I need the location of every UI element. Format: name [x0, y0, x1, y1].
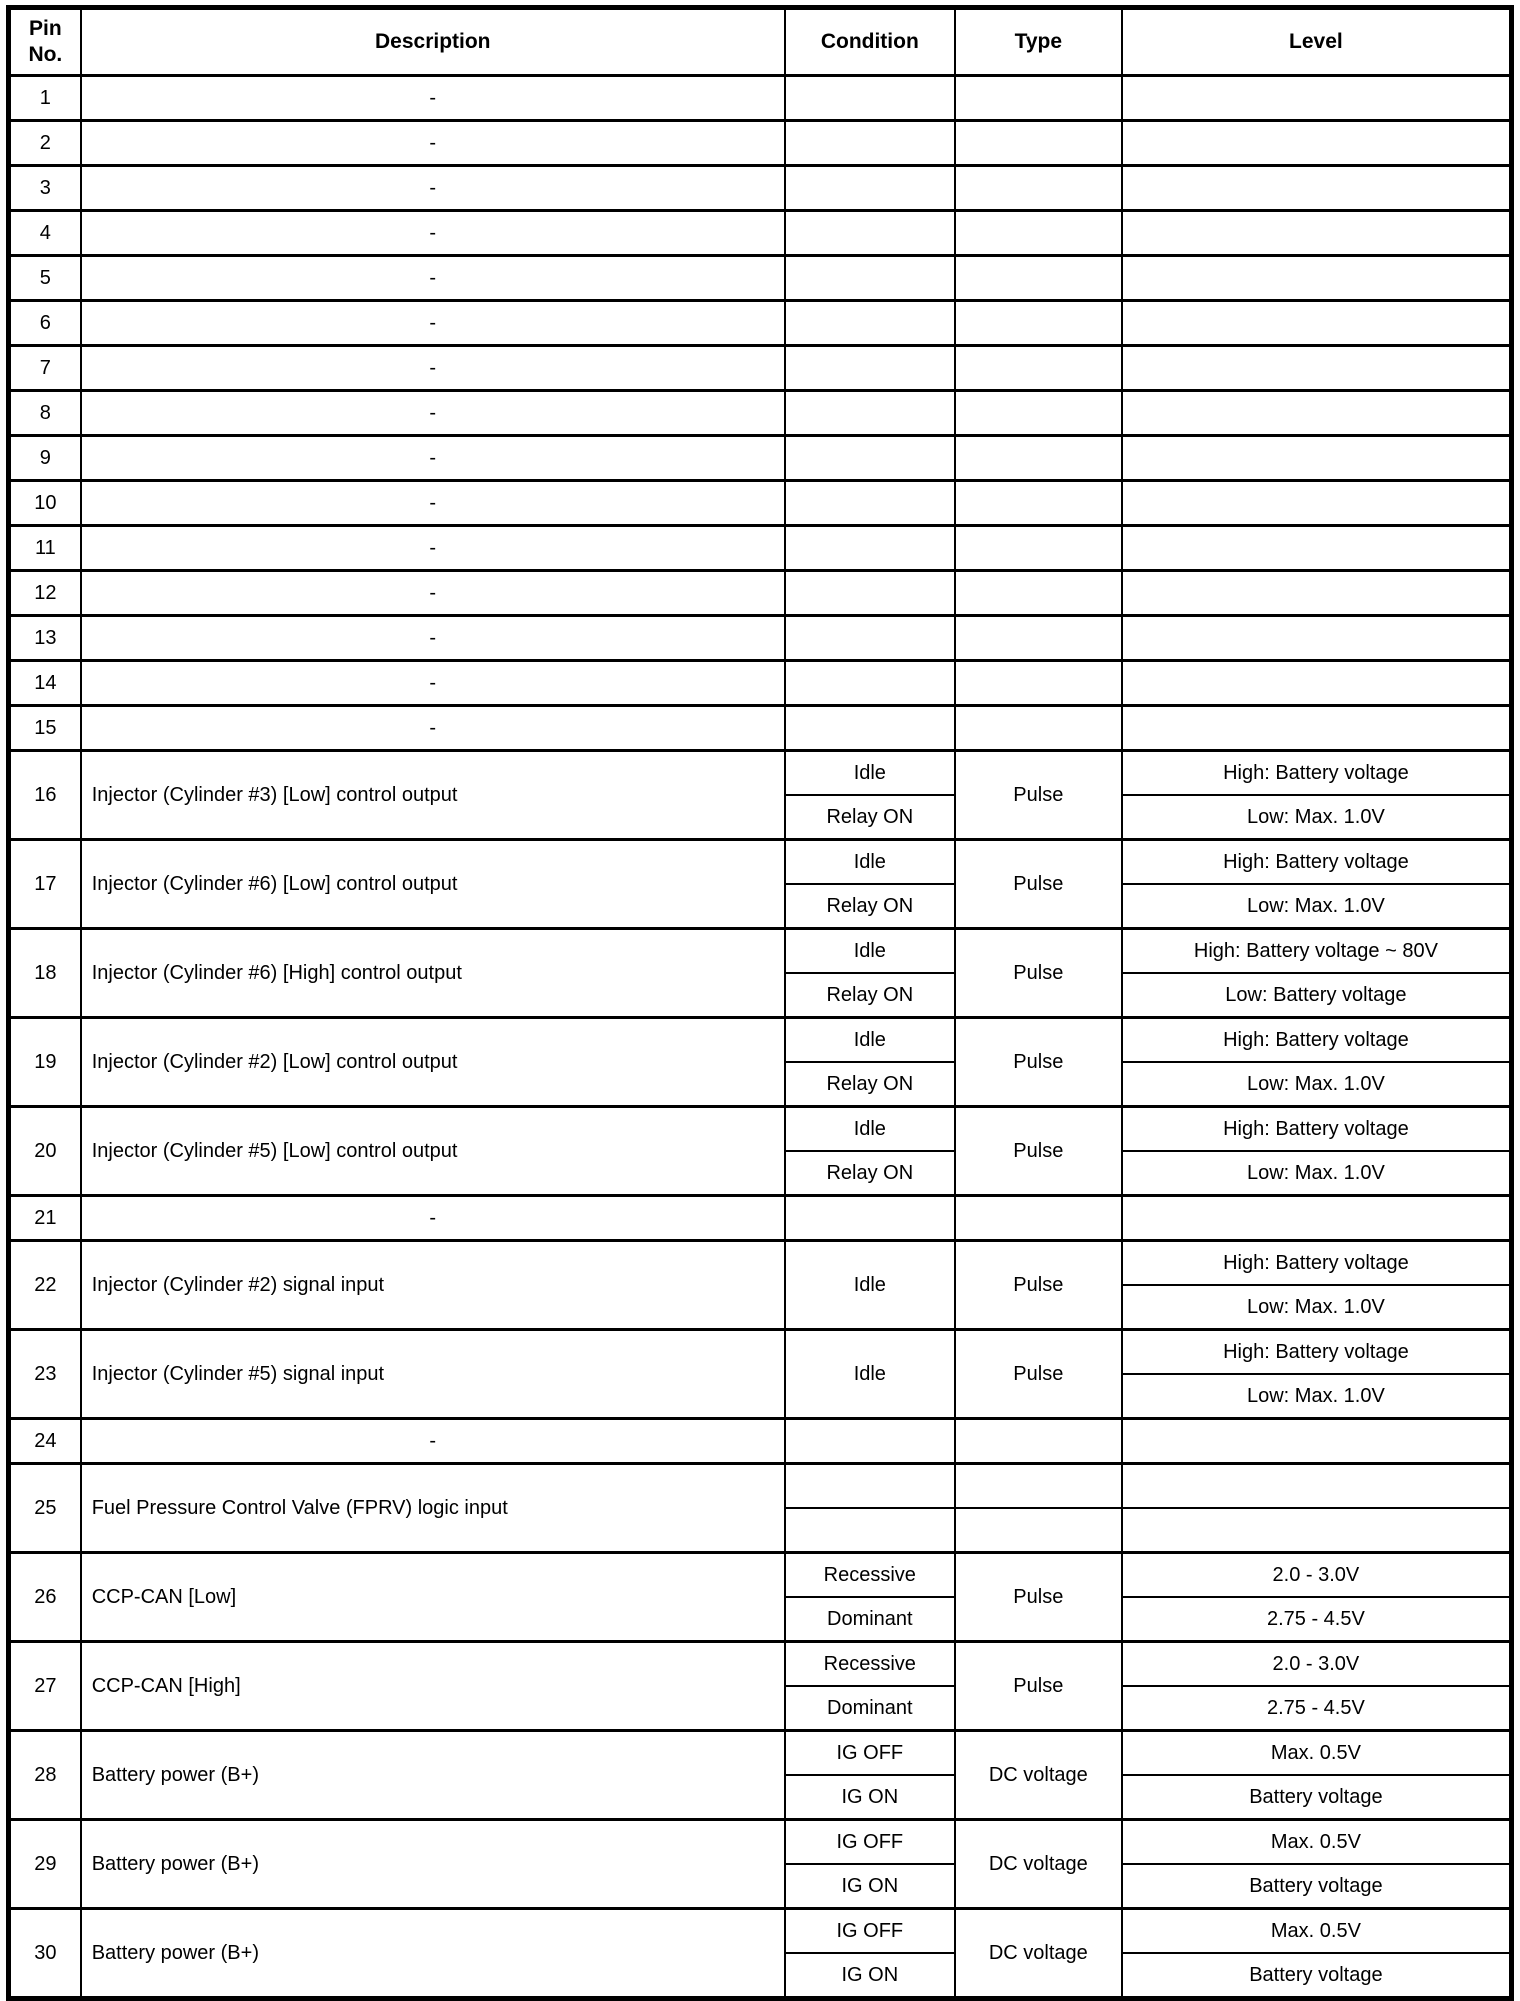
table-row: [9, 76, 1512, 121]
condition-cell: IG OFF: [785, 1909, 955, 1954]
level-cell: 2.75 - 4.5V: [1122, 1686, 1512, 1731]
condition-cell: [785, 391, 955, 436]
pin-cell: 25: [9, 1464, 81, 1553]
description-cell: Injector (Cylinder #2) signal input: [81, 1241, 785, 1330]
level-cell: [1122, 1196, 1512, 1241]
type-cell: [955, 256, 1122, 301]
level-cell: High: Battery voltage: [1122, 840, 1512, 885]
condition-cell: Idle: [785, 751, 955, 796]
condition-cell: [785, 301, 955, 346]
description-cell: Battery power (B+): [81, 1820, 785, 1909]
condition-cell: Idle: [785, 1241, 955, 1330]
pin-cell: 30: [9, 1909, 81, 1999]
table-row: [9, 1642, 1512, 1687]
condition-cell: [785, 1464, 955, 1509]
type-cell: [955, 571, 1122, 616]
condition-cell: Recessive: [785, 1553, 955, 1598]
level-cell: High: Battery voltage: [1122, 1018, 1512, 1063]
pin-cell: 28: [9, 1731, 81, 1820]
type-cell: [955, 481, 1122, 526]
pin-cell: 3: [9, 166, 81, 211]
table-row: [9, 526, 1512, 571]
header-level: Level: [1122, 8, 1512, 76]
table-header: [9, 8, 1512, 76]
condition-cell: [785, 166, 955, 211]
condition-cell: Dominant: [785, 1686, 955, 1731]
table-row: [9, 1107, 1512, 1152]
level-cell: [1122, 661, 1512, 706]
type-cell: Pulse: [955, 1018, 1122, 1107]
condition-cell: Idle: [785, 1018, 955, 1063]
type-cell: [955, 1419, 1122, 1464]
pin-cell: 27: [9, 1642, 81, 1731]
level-cell: 2.0 - 3.0V: [1122, 1642, 1512, 1687]
table-row: [9, 436, 1512, 481]
level-cell: High: Battery voltage: [1122, 1107, 1512, 1152]
table-row: [9, 301, 1512, 346]
header-condition: Condition: [785, 8, 955, 76]
table-row: [9, 661, 1512, 706]
type-cell: [955, 1464, 1122, 1509]
condition-cell: Idle: [785, 840, 955, 885]
description-cell: Battery power (B+): [81, 1909, 785, 1999]
level-cell: High: Battery voltage ~ 80V: [1122, 929, 1512, 974]
table-row: [9, 571, 1512, 616]
type-cell: [955, 166, 1122, 211]
type-cell: [955, 76, 1122, 121]
type-cell: [955, 211, 1122, 256]
condition-cell: [785, 526, 955, 571]
level-cell: Low: Max. 1.0V: [1122, 795, 1512, 840]
condition-cell: [785, 346, 955, 391]
pin-cell: 20: [9, 1107, 81, 1196]
type-cell: [955, 1196, 1122, 1241]
description-cell: -: [81, 706, 785, 751]
level-cell: 2.75 - 4.5V: [1122, 1597, 1512, 1642]
table-row: [9, 1330, 1512, 1375]
description-cell: Battery power (B+): [81, 1731, 785, 1820]
level-cell: [1122, 706, 1512, 751]
level-cell: [1122, 301, 1512, 346]
pin-cell: 17: [9, 840, 81, 929]
condition-cell: Relay ON: [785, 1062, 955, 1107]
pin-cell: 18: [9, 929, 81, 1018]
description-cell: CCP-CAN [Low]: [81, 1553, 785, 1642]
pin-cell: 16: [9, 751, 81, 840]
pin-cell: 5: [9, 256, 81, 301]
condition-cell: [785, 76, 955, 121]
condition-cell: Relay ON: [785, 795, 955, 840]
header-row: [9, 8, 1512, 76]
level-cell: Low: Battery voltage: [1122, 973, 1512, 1018]
pin-cell: 24: [9, 1419, 81, 1464]
type-cell: [955, 661, 1122, 706]
description-cell: -: [81, 166, 785, 211]
level-cell: [1122, 121, 1512, 166]
condition-cell: Idle: [785, 1330, 955, 1419]
table-row: [9, 1241, 1512, 1286]
level-cell: [1122, 481, 1512, 526]
type-cell: [955, 1508, 1122, 1553]
description-cell: -: [81, 661, 785, 706]
condition-cell: [785, 571, 955, 616]
level-cell: Low: Max. 1.0V: [1122, 1062, 1512, 1107]
level-cell: Low: Max. 1.0V: [1122, 1374, 1512, 1419]
condition-cell: Relay ON: [785, 884, 955, 929]
type-cell: DC voltage: [955, 1731, 1122, 1820]
type-cell: [955, 121, 1122, 166]
description-cell: Injector (Cylinder #2) [Low] control output: [81, 1018, 785, 1107]
condition-cell: [785, 661, 955, 706]
condition-cell: [785, 256, 955, 301]
level-cell: [1122, 346, 1512, 391]
level-cell: Battery voltage: [1122, 1953, 1512, 1999]
condition-cell: [785, 1419, 955, 1464]
level-cell: High: Battery voltage: [1122, 1241, 1512, 1286]
type-cell: Pulse: [955, 751, 1122, 840]
level-cell: [1122, 1508, 1512, 1553]
type-cell: Pulse: [955, 1553, 1122, 1642]
condition-cell: [785, 481, 955, 526]
level-cell: [1122, 436, 1512, 481]
description-cell: -: [81, 526, 785, 571]
table-row: [9, 751, 1512, 796]
description-cell: -: [81, 616, 785, 661]
type-cell: Pulse: [955, 840, 1122, 929]
level-cell: 2.0 - 3.0V: [1122, 1553, 1512, 1598]
condition-cell: Dominant: [785, 1597, 955, 1642]
level-cell: Max. 0.5V: [1122, 1820, 1512, 1865]
header-type: Type: [955, 8, 1122, 76]
condition-cell: Idle: [785, 929, 955, 974]
type-cell: Pulse: [955, 1107, 1122, 1196]
level-cell: Battery voltage: [1122, 1864, 1512, 1909]
description-cell: Injector (Cylinder #5) [Low] control output: [81, 1107, 785, 1196]
pin-cell: 23: [9, 1330, 81, 1419]
description-cell: Fuel Pressure Control Valve (FPRV) logic input: [81, 1464, 785, 1553]
type-cell: [955, 706, 1122, 751]
description-cell: -: [81, 436, 785, 481]
pin-cell: 19: [9, 1018, 81, 1107]
pin-cell: 22: [9, 1241, 81, 1330]
type-cell: DC voltage: [955, 1909, 1122, 1999]
description-cell: Injector (Cylinder #3) [Low] control output: [81, 751, 785, 840]
pin-cell: 12: [9, 571, 81, 616]
level-cell: [1122, 571, 1512, 616]
table-row: [9, 616, 1512, 661]
table-row: [9, 256, 1512, 301]
table-row: [9, 1018, 1512, 1063]
level-cell: High: Battery voltage: [1122, 751, 1512, 796]
pin-cell: 9: [9, 436, 81, 481]
level-cell: Battery voltage: [1122, 1775, 1512, 1820]
level-cell: [1122, 256, 1512, 301]
pin-cell: 29: [9, 1820, 81, 1909]
description-cell: -: [81, 301, 785, 346]
type-cell: Pulse: [955, 1642, 1122, 1731]
pin-cell: 1: [9, 76, 81, 121]
description-cell: Injector (Cylinder #5) signal input: [81, 1330, 785, 1419]
level-cell: [1122, 526, 1512, 571]
condition-cell: Idle: [785, 1107, 955, 1152]
description-cell: -: [81, 256, 785, 301]
table-row: [9, 840, 1512, 885]
header-description: Description: [81, 8, 785, 76]
level-cell: Low: Max. 1.0V: [1122, 1285, 1512, 1330]
description-cell: -: [81, 571, 785, 616]
condition-cell: IG ON: [785, 1864, 955, 1909]
pin-cell: 2: [9, 121, 81, 166]
pin-cell: 11: [9, 526, 81, 571]
table-row: [9, 1196, 1512, 1241]
type-cell: [955, 391, 1122, 436]
type-cell: Pulse: [955, 929, 1122, 1018]
condition-cell: Recessive: [785, 1642, 955, 1687]
level-cell: Low: Max. 1.0V: [1122, 1151, 1512, 1196]
description-cell: -: [81, 1419, 785, 1464]
condition-cell: Relay ON: [785, 973, 955, 1018]
level-cell: [1122, 76, 1512, 121]
condition-cell: IG OFF: [785, 1731, 955, 1776]
description-cell: -: [81, 1196, 785, 1241]
condition-cell: IG ON: [785, 1775, 955, 1820]
description-cell: -: [81, 121, 785, 166]
type-cell: [955, 436, 1122, 481]
pin-cell: 7: [9, 346, 81, 391]
condition-cell: [785, 436, 955, 481]
description-cell: CCP-CAN [High]: [81, 1642, 785, 1731]
header-pin-line1: Pin: [29, 16, 62, 40]
level-cell: High: Battery voltage: [1122, 1330, 1512, 1375]
table-row: [9, 1820, 1512, 1865]
condition-cell: [785, 616, 955, 661]
description-cell: Injector (Cylinder #6) [Low] control output: [81, 840, 785, 929]
condition-cell: [785, 706, 955, 751]
table-row: [9, 346, 1512, 391]
level-cell: [1122, 211, 1512, 256]
table-row: [9, 929, 1512, 974]
table-row: [9, 1419, 1512, 1464]
type-cell: Pulse: [955, 1241, 1122, 1330]
description-cell: -: [81, 391, 785, 436]
pin-cell: 10: [9, 481, 81, 526]
table-row: [9, 706, 1512, 751]
pin-cell: 21: [9, 1196, 81, 1241]
pin-cell: 6: [9, 301, 81, 346]
level-cell: Max. 0.5V: [1122, 1731, 1512, 1776]
condition-cell: [785, 211, 955, 256]
pin-cell: 13: [9, 616, 81, 661]
description-cell: -: [81, 211, 785, 256]
table-row: [9, 1553, 1512, 1598]
level-cell: Low: Max. 1.0V: [1122, 884, 1512, 929]
type-cell: [955, 301, 1122, 346]
description-cell: -: [81, 346, 785, 391]
header-pin-line2: No.: [28, 43, 63, 66]
table-row: [9, 481, 1512, 526]
header-pin-no: [9, 8, 81, 76]
type-cell: [955, 346, 1122, 391]
type-cell: Pulse: [955, 1330, 1122, 1419]
level-cell: [1122, 391, 1512, 436]
type-cell: [955, 616, 1122, 661]
pin-cell: 14: [9, 661, 81, 706]
pin-cell: 4: [9, 211, 81, 256]
type-cell: DC voltage: [955, 1820, 1122, 1909]
pinout-table: [6, 5, 1514, 2001]
level-cell: [1122, 616, 1512, 661]
description-cell: -: [81, 481, 785, 526]
table-row: [9, 1464, 1512, 1509]
condition-cell: [785, 121, 955, 166]
condition-cell: Relay ON: [785, 1151, 955, 1196]
condition-cell: IG ON: [785, 1953, 955, 1999]
type-cell: [955, 526, 1122, 571]
pin-cell: 8: [9, 391, 81, 436]
pin-cell: 15: [9, 706, 81, 751]
level-cell: Max. 0.5V: [1122, 1909, 1512, 1954]
condition-cell: IG OFF: [785, 1820, 955, 1865]
level-cell: [1122, 1464, 1512, 1509]
table-row: [9, 391, 1512, 436]
description-cell: -: [81, 76, 785, 121]
pinout-table-body: [9, 76, 1512, 1999]
level-cell: [1122, 166, 1512, 211]
description-cell: Injector (Cylinder #6) [High] control output: [81, 929, 785, 1018]
pin-cell: 26: [9, 1553, 81, 1642]
table-row: [9, 121, 1512, 166]
table-row: [9, 211, 1512, 256]
table-row: [9, 166, 1512, 211]
condition-cell: [785, 1508, 955, 1553]
table-row: [9, 1731, 1512, 1776]
level-cell: [1122, 1419, 1512, 1464]
table-row: [9, 1909, 1512, 1954]
condition-cell: [785, 1196, 955, 1241]
